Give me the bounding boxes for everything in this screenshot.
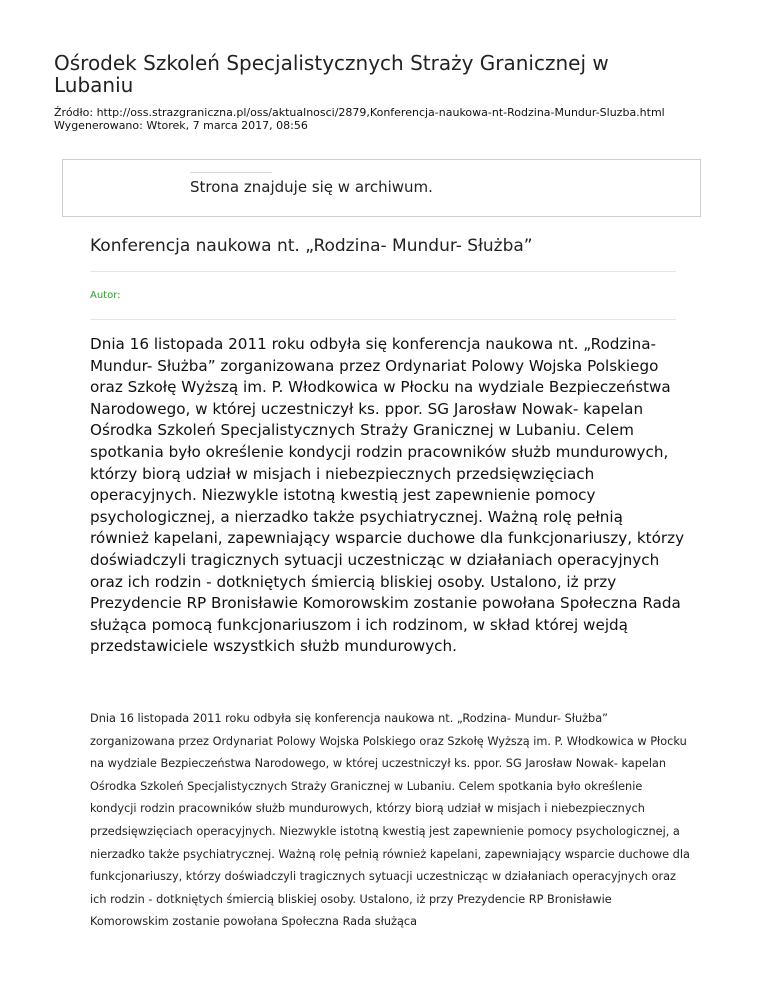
article-lead: Dnia 16 listopada 2011 roku odbyła się konferencja naukowa nt. „Rodzina- Mundur- Służba” zorganizowana przez Ordynariat Polowy Wojska Polskiego oraz Szkołę Wyższą im. P. Włodkowica w Płocku na wydziale Bezpieczeństwa Narodowego, w której uczestniczył ks. ppor. SG Jarosław Nowak- kapelan Ośrodka Szkoleń Specjalistycznych Straży Granicznej w Lubaniu. Celem spotkania było określenie kondycji rodzin pracowników służb mundurowych, którzy biorą udział w misjach i niebezpiecznych przedsięwzięciach operacyjnych. Niezwykle istotną kwestią jest zapewnienie pomocy psychologicznej, a nierzadko także psychiatrycznej. Ważną rolę pełnią również kapelani, zapewniający wsparcie duchowe dla funkcjonariuszy, którzy doświadczyli tragicznych sytuacji uczestnicząc w działaniach operacyjnych oraz ich rodzin - dotkniętych śmiercią bliskiej osoby. Ustalono, iż przy Prezydencie RP Bronisławie Komorowskim zostanie powołana Społeczna Rada służąca pomocą funkcjonariuszom i ich rodzinom, w skład której wejdą przedstawiciele wszystkich służb mundurowych. — [90, 335, 685, 656]
site-title: Ośrodek Szkoleń Specjalistycznych Straży Granicznej w Lubaniu — [54, 51, 609, 97]
archive-notice — [62, 159, 701, 217]
generated-line: Wygenerowano: Wtorek, 7 marca 2017, 08:56 — [54, 119, 308, 132]
title-divider — [90, 271, 676, 272]
article-body: Dnia 16 listopada 2011 roku odbyła się konferencja naukowa nt. „Rodzina- Mundur- Służba” zorganizowana przez Ordynariat Polowy Wojska Polskiego oraz Szkołę Wyższą im. P. Włodkowica w Płocku na wydziale Bezpieczeństwa Narodowego, w której uczestniczył ks. ppor. SG Jarosław Nowak- kapelan Ośrodka Szkoleń Specjalistycznych Straży Granicznej w Lubaniu. Celem spotkania było określenie kondycji rodzin pracowników służb mundurowych, którzy biorą udział w misjach i niebezpiecznych przedsięwzięciach operacyjnych. Niezwykle istotną kwestią jest zapewnienie pomocy psychologicznej, a nierzadko także psychiatrycznej. Ważną rolę pełnią również kapelani, zapewniający wsparcie duchowe dla funkcjonariuszy, którzy doświadczyli tragicznych sytuacji uczestnicząc w działaniach operacyjnych oraz ich rodzin - dotkniętych śmiercią bliskiej osoby. Ustalono, iż przy Prezydencie RP Bronisławie Komorowskim zostanie powołana Społeczna Rada służąca — [90, 712, 690, 929]
author-divider — [90, 319, 676, 320]
archive-notice-rule — [190, 172, 272, 173]
author-label: Autor: — [90, 290, 121, 301]
archive-notice-text: Strona znajduje się w archiwum. — [190, 178, 433, 196]
source-line: Źródło: http://oss.strazgraniczna.pl/oss/aktualnosci/2879,Konferencja-naukowa-nt-Rodzina-Mundur-Sluzba.html — [54, 106, 665, 119]
document-meta — [54, 106, 665, 132]
article-title: Konferencja naukowa nt. „Rodzina- Mundur- Służba” — [90, 236, 533, 256]
